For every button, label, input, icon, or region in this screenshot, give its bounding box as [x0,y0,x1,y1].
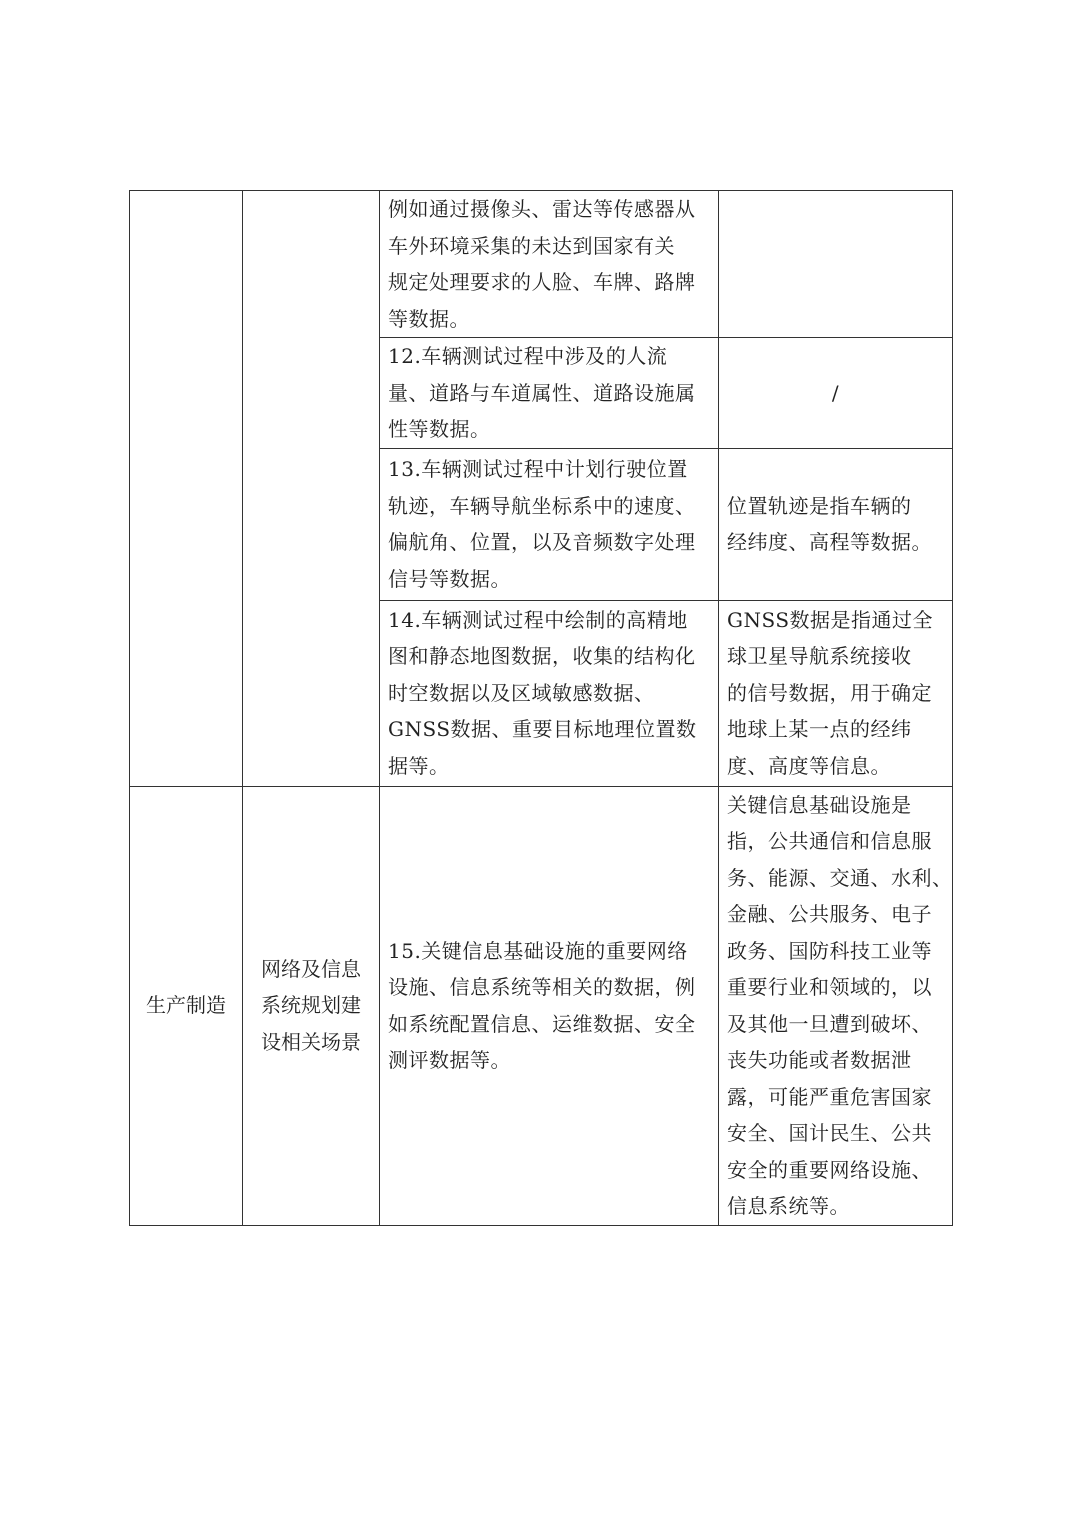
note-line: 指，公共通信和信息服 [727,829,932,853]
data-cell [380,786,719,1225]
note-line: 丧失功能或者数据泄 [727,1048,912,1072]
note-line: 信息系统等。 [727,1194,850,1218]
scenario-line: 网络及信息 [261,956,361,981]
data-cell [380,338,719,449]
note-line: 重要行业和领域的，以 [727,975,932,999]
note-cell [719,600,953,786]
note-line: 安全的重要网络设施、 [727,1157,932,1182]
table-row [130,786,953,1225]
note-line: 位置轨迹是指车辆的 [727,493,912,518]
note-line: GNSS数据是指通过全 [727,607,934,632]
data-line: 据等。 [388,753,450,778]
note-cell [719,338,953,449]
note-cell [719,786,953,1225]
data-line: GNSS数据、重要目标地理位置数 [388,717,697,742]
data-line: 性等数据。 [388,417,491,441]
note-line: 金融、公共服务、电子 [727,902,932,926]
category-cell [130,191,243,787]
data-cell [380,191,719,338]
scenario-cell [243,786,380,1225]
data-line: 13.车辆测试过程中计划行驶位置 [388,457,688,481]
data-line: 车外环境采集的未达到国家有关 [388,233,675,258]
note-line: 安全、国计民生、公共 [727,1121,932,1145]
note-line: 地球上某一点的经纬 [727,717,912,742]
data-line: 量、道路与车道属性、道路设施属 [388,380,696,405]
table-row [130,191,953,338]
data-line: 等数据。 [388,306,470,331]
note-line: 经纬度、高程等数据。 [727,530,932,554]
data-line: 14.车辆测试过程中绘制的高精地 [388,607,688,632]
data-line: 12.车辆测试过程中涉及的人流 [388,344,668,368]
data-line: 例如通过摄像头、雷达等传感器从 [388,197,696,221]
category-cell [130,786,243,1225]
note-cell [719,191,953,338]
note-line: 政务、国防科技工业等 [727,938,932,963]
note-line: 度、高度等信息。 [727,753,891,778]
scenario-cell [243,191,380,787]
note-line: 及其他一旦遭到破坏、 [727,1011,932,1036]
note-line: / [831,380,840,405]
note-line: 露，可能严重危害国家 [727,1084,932,1109]
category-label: 生产制造 [146,993,226,1018]
scenario-line: 设相关场景 [261,1029,361,1054]
note-line: 球卫星导航系统接收 [727,644,912,669]
data-line: 设施、信息系统等相关的数据，例 [388,975,696,999]
data-line: 如系统配置信息、运维数据、安全 [388,1011,696,1036]
note-line: 关键信息基础设施是 [727,792,912,817]
data-line: 时空数据以及区域敏感数据、 [388,680,655,705]
data-line: 测评数据等。 [388,1048,511,1072]
data-cell [380,600,719,786]
data-line: 图和静态地图数据，收集的结构化 [388,644,696,669]
note-line: 务、能源、交通、水利、 [727,865,953,890]
note-cell [719,448,953,600]
data-cell [380,448,719,600]
data-line: 规定处理要求的人脸、车牌、路牌 [388,270,696,294]
data-line: 偏航角、位置，以及音频数字处理 [388,530,696,554]
note-line: 的信号数据，用于确定 [727,680,932,705]
data-line: 15.关键信息基础设施的重要网络 [388,938,688,963]
data-line: 信号等数据。 [388,566,511,591]
data-line: 轨迹，车辆导航坐标系中的速度、 [388,493,696,518]
data-catalog-table [129,190,953,1226]
scenario-line: 系统规划建 [261,993,361,1018]
